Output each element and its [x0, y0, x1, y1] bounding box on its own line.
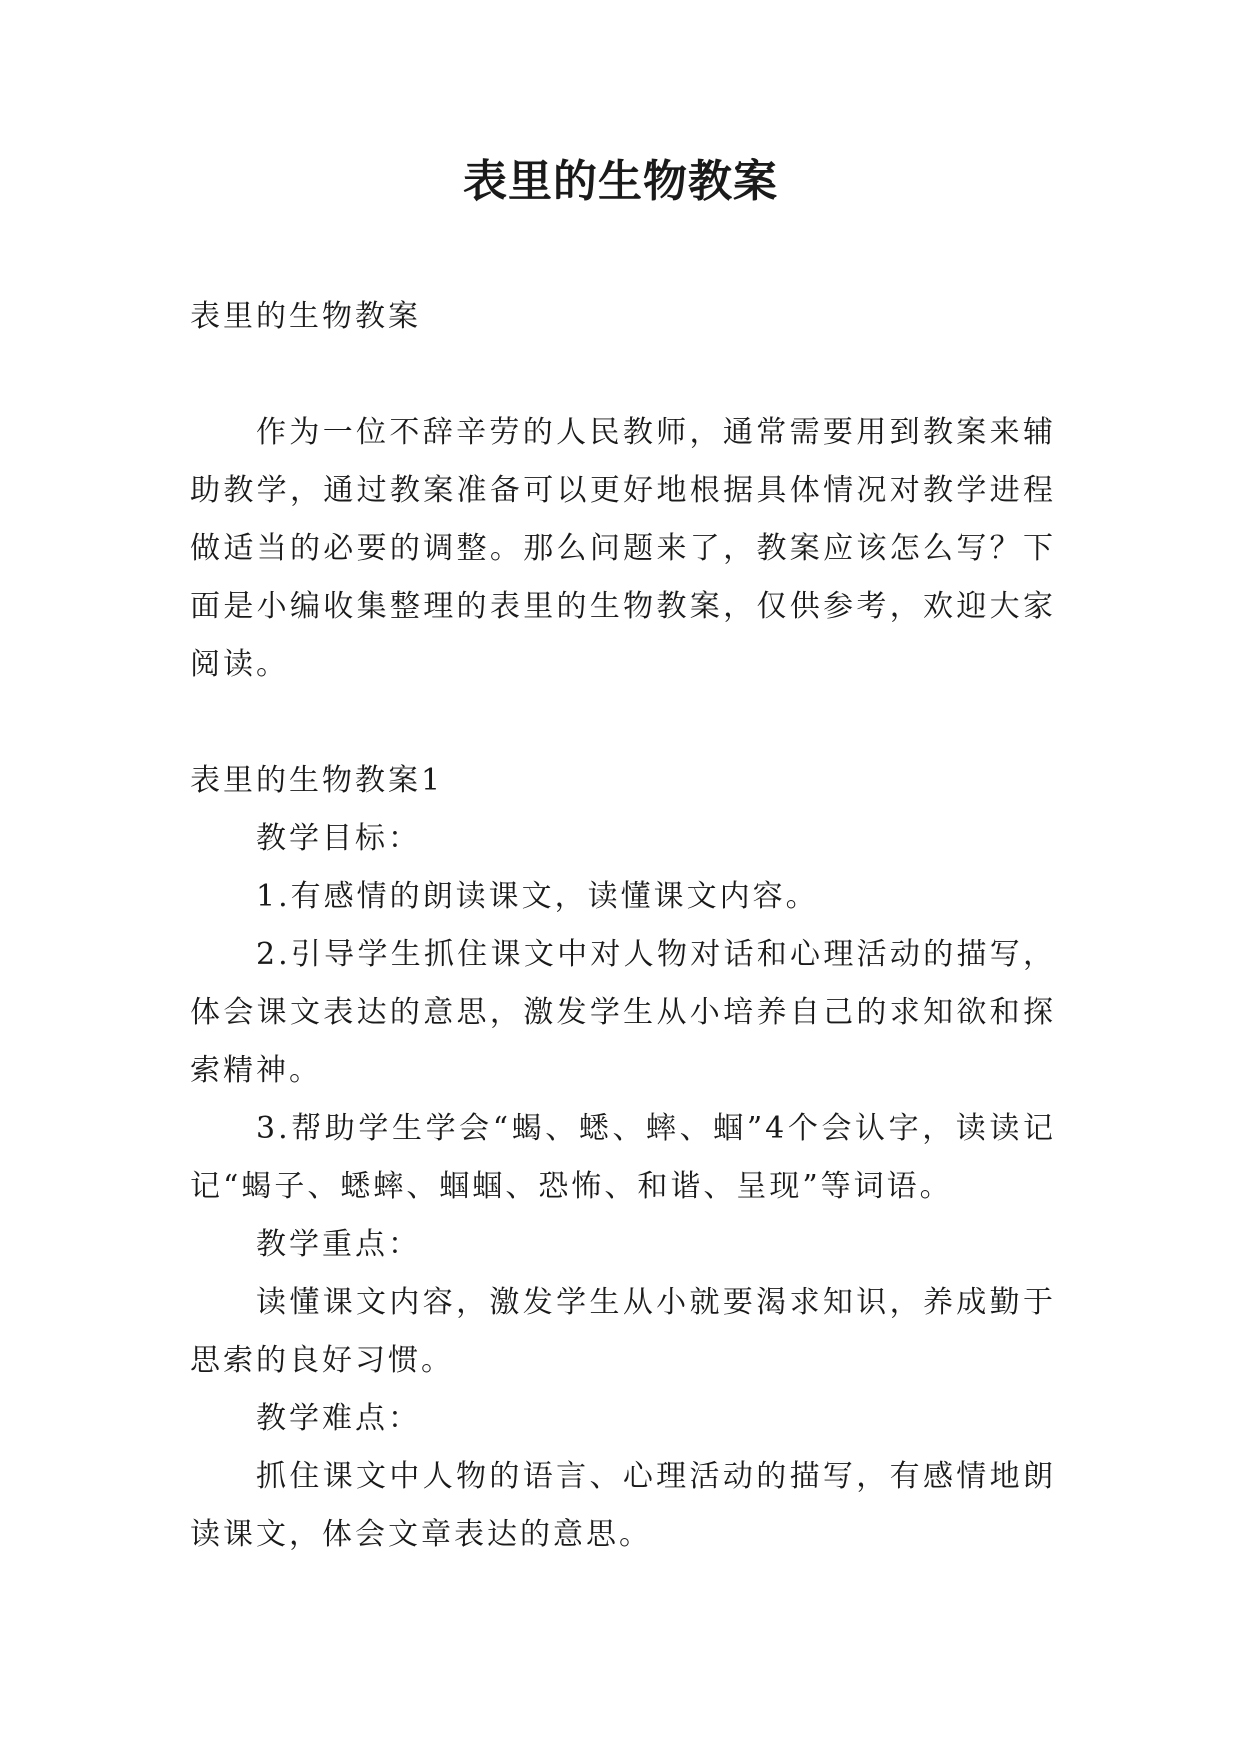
- teaching-goal-2: 2.引导学生抓住课文中对人物对话和心理活动的描写，体会课文表达的意思，激发学生从小培养自己的求知欲和探索精神。: [190, 937, 1056, 1088]
- section-heading: 表里的生物教案1: [190, 763, 444, 798]
- teaching-difficulty-label: 教学难点：: [256, 1401, 421, 1436]
- document-body: [190, 288, 1056, 1564]
- teaching-key-label: 教学重点：: [256, 1227, 421, 1262]
- teaching-key-text: 读懂课文内容，激发学生从小就要渴求知识，养成勤于思索的良好习惯。: [190, 1285, 1056, 1378]
- teaching-goals-label: 教学目标：: [256, 821, 421, 856]
- teaching-goal-3: 3.帮助学生学会“蝎、蟋、蟀、蝈”4个会认字，读读记记“蝎子、蟋蟀、蝈蝈、恐怖、和谐、呈现”等词语。: [190, 1111, 1056, 1204]
- intro-paragraph: 作为一位不辞辛劳的人民教师，通常需要用到教案来辅助教学，通过教案准备可以更好地根据具体情况对教学进程做适当的必要的调整。那么问题来了，教案应该怎么写？下面是小编收集整理的表里的生物教案，仅供参考，欢迎大家阅读。: [190, 415, 1056, 682]
- document-subtitle: 表里的生物教案: [190, 299, 421, 334]
- teaching-goal-1: 1.有感情的朗读课文，读懂课文内容。: [256, 879, 819, 914]
- document-title: 表里的生物教案: [463, 156, 778, 207]
- teaching-difficulty-text: 抓住课文中人物的语言、心理活动的描写，有感情地朗读课文，体会文章表达的意思。: [190, 1459, 1056, 1552]
